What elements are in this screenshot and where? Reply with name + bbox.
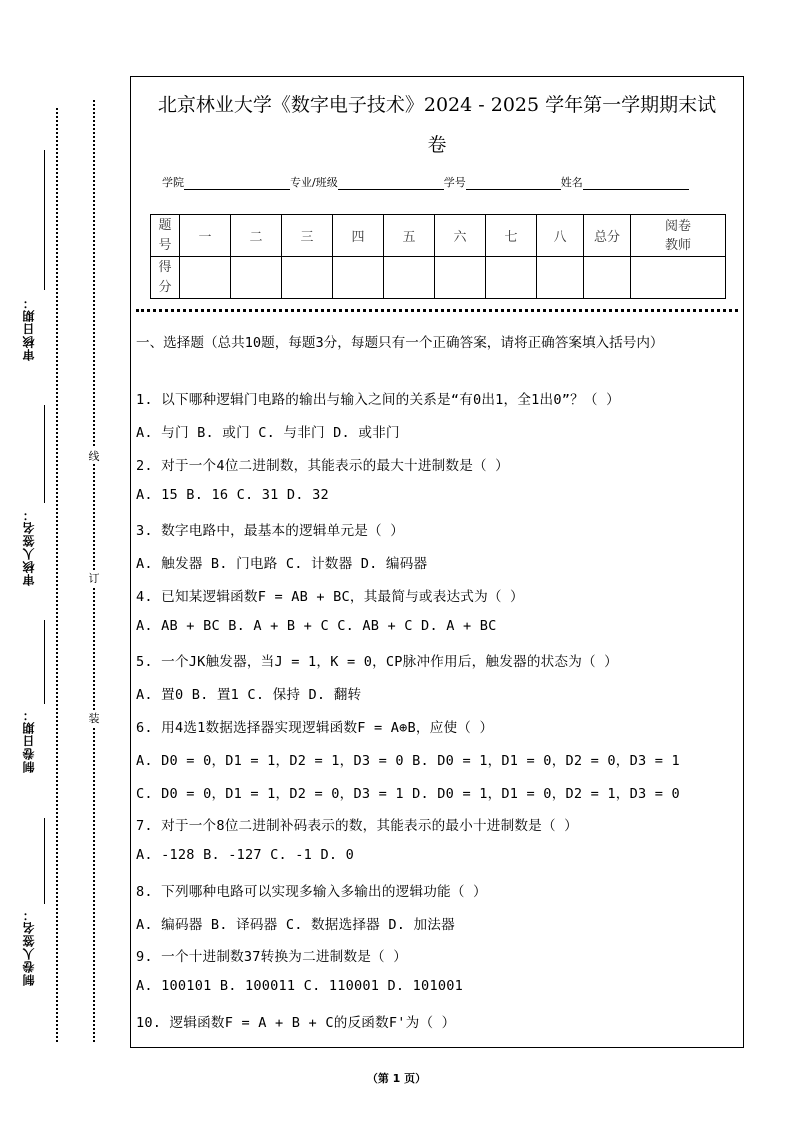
score-cell[interactable] xyxy=(537,257,584,299)
score-cell[interactable] xyxy=(231,257,282,299)
question-line: 6. 用4选1数据选择器实现逻辑函数F = A⊕B，应使（ ） xyxy=(136,720,494,736)
score-col-header: 七 xyxy=(486,215,537,257)
review-date-line xyxy=(44,150,45,290)
grader-header: 阅卷教师 xyxy=(631,215,726,257)
option-line: C. D0 = 0，D1 = 1，D2 = 0，D3 = 1 D. D0 = 1，D1 = 0，D2 = 1，D3 = 0 xyxy=(136,786,680,802)
option-line: A. AB + BC B. A + B + C C. AB + C D. A + BC xyxy=(136,618,497,634)
major-class-label: 专业/班级 xyxy=(290,176,338,189)
question-line: 1. 以下哪种逻辑门电路的输出与输入之间的关系是“有0出1，全1出0”？（ ） xyxy=(136,392,620,408)
student-info-row xyxy=(162,174,689,190)
binding-char-zhuang: 装 xyxy=(86,710,102,726)
college-label: 学院 xyxy=(162,176,184,189)
left-dotted-border xyxy=(56,108,58,1042)
option-line: A. 与门 B. 或门 C. 与非门 D. 或非门 xyxy=(136,425,400,441)
question-line: 8. 下列哪种电路可以实现多输入多输出的逻辑功能（ ） xyxy=(136,884,487,900)
paper-date-line xyxy=(44,620,45,704)
total-score-cell[interactable] xyxy=(584,257,631,299)
paper-date-label: 制卷日期： xyxy=(22,708,36,773)
question-line: 3. 数字电路中，最基本的逻辑单元是（ ） xyxy=(136,523,405,539)
score-cell[interactable] xyxy=(282,257,333,299)
score-col-header: 三 xyxy=(282,215,333,257)
score-col-header: 四 xyxy=(333,215,384,257)
option-line: A. 触发器 B. 门电路 C. 计数器 D. 编码器 xyxy=(136,556,428,572)
reviewer-signature-label: 审核人签名： xyxy=(22,508,36,586)
score-cell[interactable] xyxy=(180,257,231,299)
option-line: A. 编码器 B. 译码器 C. 数据选择器 D. 加法器 xyxy=(136,917,455,933)
option-line: A. 15 B. 16 C. 31 D. 32 xyxy=(136,487,329,503)
paper-maker-signature-line xyxy=(44,818,45,904)
total-score-header: 总分 xyxy=(584,215,631,257)
dotted-separator xyxy=(136,309,738,312)
score-cell[interactable] xyxy=(333,257,384,299)
major-class-field[interactable] xyxy=(338,176,444,190)
college-field[interactable] xyxy=(184,176,290,190)
reviewer-signature-line xyxy=(44,405,45,503)
name-field[interactable] xyxy=(583,176,689,190)
binding-char-xian: 线 xyxy=(86,448,102,464)
question-line: 2. 对于一个4位二进制数，其能表示的最大十进制数是（ ） xyxy=(136,458,509,474)
question-line: 9. 一个十进制数37转换为二进制数是（ ） xyxy=(136,949,408,965)
score-cell[interactable] xyxy=(435,257,486,299)
score-cell[interactable] xyxy=(486,257,537,299)
page-number: （第 1 页） xyxy=(366,1072,427,1085)
score-col-header: 八 xyxy=(537,215,584,257)
score-col-header: 五 xyxy=(384,215,435,257)
score-col-header: 二 xyxy=(231,215,282,257)
exam-title-line1: 北京林业大学《数字电子技术》2024 - 2025 学年第一学期期末试 xyxy=(157,94,717,116)
binding-char-ding: 订 xyxy=(86,570,102,586)
question-number-header: 题号 xyxy=(151,215,180,257)
student-id-field[interactable] xyxy=(466,176,561,190)
question-line: 7. 对于一个8位二进制补码表示的数，其能表示的最小十进制数是（ ） xyxy=(136,818,578,834)
option-line: A. D0 = 0，D1 = 1，D2 = 1，D3 = 0 B. D0 = 1，D1 = 0，D2 = 0，D3 = 1 xyxy=(136,753,680,769)
score-table xyxy=(150,214,726,299)
score-col-header: 一 xyxy=(180,215,231,257)
score-row-header: 得分 xyxy=(151,257,180,299)
score-col-header: 六 xyxy=(435,215,486,257)
question-line: 10. 逻辑函数F = A + B + C的反函数F'为（ ） xyxy=(136,1015,456,1031)
question-line: 4. 已知某逻辑函数F = AB + BC，其最简与或表达式为（ ） xyxy=(136,589,524,605)
name-label: 姓名 xyxy=(560,176,583,189)
section-heading: 一、选择题（总共10题，每题3分，每题只有一个正确答案，请将正确答案填入括号内） xyxy=(136,335,664,351)
question-line: 5. 一个JK触发器，当J = 1，K = 0，CP脉冲作用后，触发器的状态为（ ） xyxy=(136,654,618,670)
option-line: A. 100101 B. 100011 C. 110001 D. 101001 xyxy=(136,978,463,994)
option-line: A. 置0 B. 置1 C. 保持 D. 翻转 xyxy=(136,687,362,703)
score-cell[interactable] xyxy=(384,257,435,299)
review-date-label: 审核日期： xyxy=(22,296,36,361)
option-line: A. -128 B. -127 C. -1 D. 0 xyxy=(136,847,354,863)
paper-maker-signature-label: 制卷人签名： xyxy=(22,908,36,986)
exam-title-line2: 卷 xyxy=(427,134,447,156)
student-id-label: 学号 xyxy=(443,176,466,189)
grader-cell[interactable] xyxy=(631,257,726,299)
